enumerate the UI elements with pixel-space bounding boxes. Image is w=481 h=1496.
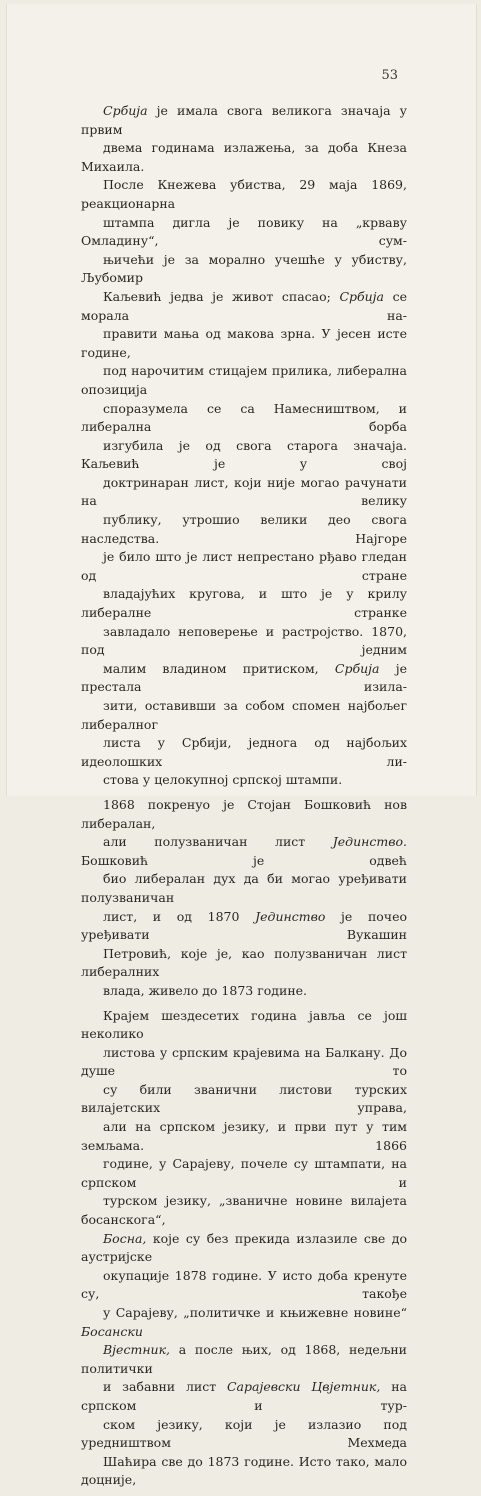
text-line bbox=[81, 945, 407, 982]
book-page bbox=[6, 4, 477, 1488]
text-segment: доктринаран лист, који није могао рачунати на велику bbox=[81, 474, 407, 509]
text-line bbox=[81, 251, 407, 288]
text-line bbox=[81, 771, 407, 790]
text-segment: зити, оставивши за собом спомен најбољег либералног bbox=[81, 698, 407, 732]
text-segment: изгубила је од свога старога значаја. Каљевић је у свој bbox=[81, 437, 407, 472]
text-line bbox=[81, 623, 407, 660]
text-segment: се морала на- bbox=[81, 288, 407, 323]
text-line bbox=[81, 1341, 407, 1378]
text-segment: Каљевић једва је живот спасао; bbox=[103, 288, 340, 304]
text-line bbox=[81, 102, 407, 139]
text-line bbox=[81, 1155, 407, 1192]
text-segment: двема годинама излажења, за доба Кнеза Михаила. bbox=[81, 140, 407, 174]
text-line bbox=[81, 1007, 407, 1044]
text-segment: листа у Србији, једнога од најбољих идеолошких ли- bbox=[81, 735, 407, 769]
text-segment: њичећи је за морално учешће у убиству, Љубомир bbox=[81, 251, 407, 286]
text-line bbox=[81, 1230, 407, 1267]
italic-title: Вјестник, bbox=[103, 1342, 171, 1358]
text-line bbox=[81, 833, 407, 870]
text-segment: правити мања од макова зрна. У јесен исте године, bbox=[81, 326, 407, 360]
text-line bbox=[81, 176, 407, 213]
text-line bbox=[81, 511, 407, 548]
text-segment: малим владином притиском, bbox=[103, 660, 335, 676]
text-line bbox=[81, 1378, 407, 1415]
text-line bbox=[81, 585, 407, 622]
text-segment: Крајем шездесетих година јавља се још неколико bbox=[81, 1007, 407, 1042]
text-segment: су били званични листови турских вилајетских управа, bbox=[81, 1081, 407, 1116]
text-segment: турском језику, „званичне новине вилајета босанскога“, bbox=[81, 1193, 407, 1228]
text-line bbox=[81, 1267, 407, 1304]
text-line bbox=[81, 400, 407, 437]
text-line bbox=[81, 660, 407, 697]
page-number: 53 bbox=[381, 68, 398, 83]
text-line bbox=[81, 796, 407, 833]
text-segment: је било што је лист непрестано рђаво гледан од стране bbox=[81, 549, 407, 583]
text-segment: Бошковић је одвећ bbox=[81, 852, 407, 868]
text-segment: у Сарајеву, „политичке и књижевне новине“ bbox=[103, 1305, 407, 1320]
text-segment: Петровић, које је, као полузваничан лист либералних bbox=[81, 945, 407, 980]
italic-title: Србија bbox=[334, 660, 380, 676]
paragraph bbox=[81, 1007, 407, 1490]
text-segment: штампа дигла је повику на „крваву Омладину“, сум- bbox=[81, 214, 407, 249]
text-line bbox=[81, 474, 407, 511]
paragraph bbox=[81, 102, 407, 790]
text-line bbox=[81, 1453, 407, 1490]
text-segment: на српском и тур- bbox=[81, 1379, 407, 1413]
italic-title: Јединство bbox=[255, 908, 326, 924]
text-line bbox=[81, 908, 407, 945]
italic-title: Сарајевски Цвјетник, bbox=[226, 1379, 381, 1395]
italic-title: Босански bbox=[81, 1323, 143, 1339]
text-line bbox=[81, 1304, 407, 1341]
text-line bbox=[81, 214, 407, 251]
text-segment: листова у српским крајевима на Балкану. До душе то bbox=[81, 1044, 407, 1079]
text-line bbox=[81, 1118, 407, 1155]
text-segment: После Кнежева убиства, 29 маја 1869, реакционарна bbox=[81, 177, 407, 211]
text-segment: је почео уређивати Вукашин bbox=[81, 908, 407, 943]
text-line bbox=[81, 437, 407, 474]
text-segment: владајућих кругова, и што је у крилу либералне странке bbox=[81, 586, 407, 621]
text-segment: је престала изила- bbox=[81, 660, 408, 695]
text-segment: окупације 1878 године. У исто доба кренуте су, такође bbox=[81, 1267, 407, 1302]
text-line bbox=[81, 139, 407, 176]
text-line bbox=[81, 1044, 407, 1081]
text-body bbox=[81, 102, 407, 1496]
italic-title: Јединство. bbox=[332, 834, 407, 850]
text-segment: које су без прекида излазиле све до аустријске bbox=[81, 1230, 407, 1265]
text-line bbox=[81, 548, 407, 585]
text-segment: стова у целокупној српској штампи. bbox=[103, 772, 343, 788]
text-segment: лист, и од 1870 bbox=[103, 908, 256, 924]
text-segment: 1868 покренуо је Стојан Бошковић нов либералан, bbox=[81, 796, 407, 831]
text-line bbox=[81, 734, 407, 771]
text-line bbox=[81, 1416, 407, 1453]
text-segment: Шаћира све до 1873 године. Исто тако, мало доцније, bbox=[81, 1453, 407, 1488]
text-segment: а после њих, од 1868, недељни политички bbox=[81, 1342, 407, 1376]
text-line bbox=[81, 870, 407, 907]
paragraph bbox=[81, 796, 407, 1001]
text-segment: био либералан дух да би могао уређивати полузваничан bbox=[81, 871, 407, 905]
text-line bbox=[81, 288, 407, 325]
text-segment: али полузваничан лист bbox=[103, 834, 333, 850]
text-segment: године, у Сарајеву, почеле су штампати, на српском и bbox=[81, 1156, 407, 1190]
text-line bbox=[81, 982, 407, 1001]
text-segment: споразумела се са Намесништвом, и либерална борба bbox=[81, 400, 407, 435]
text-segment: и забавни лист bbox=[103, 1379, 227, 1395]
text-segment: је имала свога великога значаја у првим bbox=[81, 103, 407, 137]
text-line bbox=[81, 1192, 407, 1229]
text-segment: завладало неповерење и растројство. 1870, под једним bbox=[81, 623, 407, 658]
text-segment: публику, утрошио велики део свога наследства. Најгоре bbox=[81, 512, 407, 546]
text-segment: под нарочитим стицајем прилика, либерална опозиција bbox=[81, 363, 407, 397]
text-segment: али на српском језику, и први пут у тим земљама. 1866 bbox=[81, 1119, 407, 1153]
text-segment: ском језику, који је излазио под уредништвом Мехмеда bbox=[81, 1416, 407, 1451]
text-segment: влада, живело до 1873 године. bbox=[103, 982, 308, 998]
italic-title: Босна, bbox=[103, 1230, 147, 1246]
text-line bbox=[81, 362, 407, 399]
italic-title: Србија bbox=[339, 288, 385, 304]
text-line bbox=[81, 697, 407, 734]
text-line bbox=[81, 325, 407, 362]
text-line bbox=[81, 1081, 407, 1118]
italic-title: Србија bbox=[103, 103, 148, 118]
